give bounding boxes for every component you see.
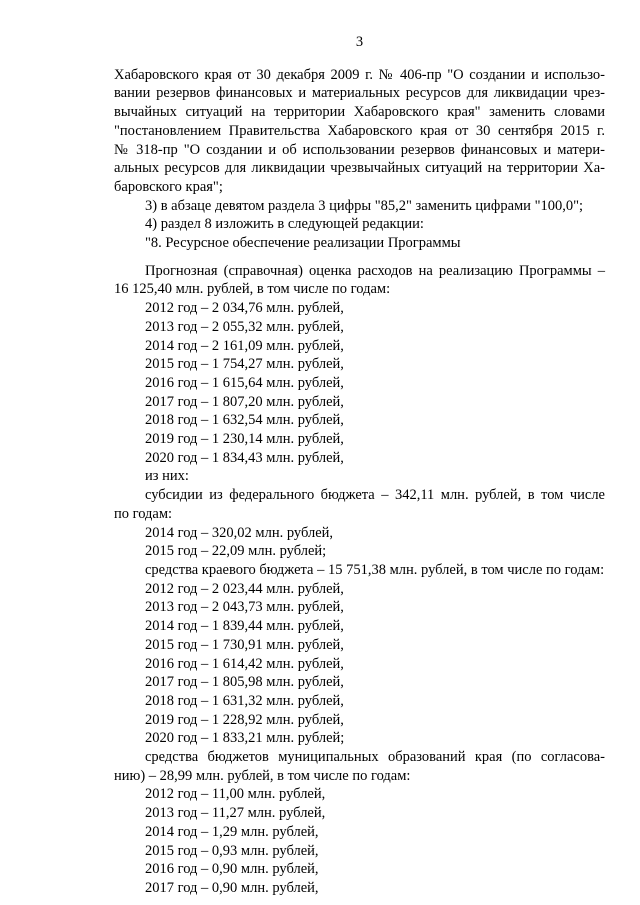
- text-line-content: субсидии из федерального бюджета – 342,11 млн. рублей, в том числе: [145, 487, 605, 504]
- text-line-content: 2016 год – 1 615,64 млн. рублей,: [145, 374, 344, 391]
- text-line-content: № 318-пр "О создании и об использовании резервов финансовых и матери-: [114, 141, 605, 158]
- text-line: [114, 103, 605, 122]
- text-line-content: 16 125,40 млн. рублей, в том числе по годам:: [114, 281, 391, 298]
- text-line-content: Хабаровского края от 30 декабря 2009 г. № 406-пр "О создании и использо-: [114, 66, 605, 83]
- text-line-content: вании резервов финансовых и материальных ресурсов для ликвидации чрез-: [114, 85, 605, 102]
- text-line-content: 2020 год – 1 833,21 млн. рублей;: [145, 730, 345, 747]
- text-line-content: 2015 год – 1 730,91 млн. рублей,: [145, 636, 344, 653]
- text-line: [114, 879, 605, 898]
- text-line: [114, 299, 605, 318]
- text-line-content: 2014 год – 2 161,09 млн. рублей,: [145, 337, 344, 354]
- text-line: [114, 505, 605, 524]
- document-body: [114, 66, 605, 898]
- text-line-content: баровского края";: [114, 178, 223, 195]
- text-line: [114, 234, 605, 253]
- text-line: [114, 262, 605, 281]
- text-line-content: 2015 год – 0,93 млн. рублей,: [145, 842, 319, 859]
- text-line-content: "8. Ресурсное обеспечение реализации Программы: [145, 235, 461, 252]
- text-line: [114, 337, 605, 356]
- text-line: [114, 767, 605, 786]
- text-line: [114, 253, 605, 262]
- text-line-content: 2013 год – 11,27 млн. рублей,: [145, 805, 326, 822]
- text-line-content: 2019 год – 1 230,14 млн. рублей,: [145, 431, 344, 448]
- text-line: [114, 355, 605, 374]
- text-line: [114, 411, 605, 430]
- text-line: [114, 598, 605, 617]
- text-line-content: 3) в абзаце девятом раздела 3 цифры "85,2" заменить цифрами "100,0";: [145, 197, 584, 214]
- text-line-content: 2017 год – 0,90 млн. рублей,: [145, 879, 319, 896]
- text-line-content: 2014 год – 1,29 млн. рублей,: [145, 823, 319, 840]
- text-line: [114, 655, 605, 674]
- text-line-content: из них:: [145, 468, 189, 485]
- text-line-content: 2014 год – 320,02 млн. рублей,: [145, 524, 334, 541]
- text-line: [114, 636, 605, 655]
- text-line: [114, 729, 605, 748]
- text-line: [114, 804, 605, 823]
- text-line-content: 2014 год – 1 839,44 млн. рублей,: [145, 618, 344, 635]
- text-line: [114, 542, 605, 561]
- text-line: [114, 66, 605, 85]
- text-line: [114, 617, 605, 636]
- text-line: [114, 280, 605, 299]
- text-line-content: по годам:: [114, 505, 173, 522]
- text-line-content: 2015 год – 1 754,27 млн. рублей,: [145, 356, 344, 373]
- text-line: [114, 711, 605, 730]
- text-line-content: 2020 год – 1 834,43 млн. рублей,: [145, 449, 344, 466]
- text-line: [114, 823, 605, 842]
- text-line-content: средства бюджетов муниципальных образований края (по согласова-: [145, 749, 605, 766]
- text-line: [114, 785, 605, 804]
- text-line-content: вычайных ситуаций на территории Хабаровского края" заменить словами: [114, 104, 605, 121]
- text-line-content: 2012 год – 11,00 млн. рублей,: [145, 786, 326, 803]
- text-line-content: Прогнозная (справочная) оценка расходов на реализацию Программы –: [145, 262, 605, 279]
- text-line: [114, 122, 605, 141]
- text-line: [114, 197, 605, 216]
- text-line: [114, 430, 605, 449]
- text-line-content: 2012 год – 2 034,76 млн. рублей,: [145, 300, 344, 317]
- text-line: [114, 692, 605, 711]
- text-line: [114, 673, 605, 692]
- text-line: [114, 215, 605, 234]
- text-line: [114, 393, 605, 412]
- text-line: [114, 467, 605, 486]
- text-line: [114, 486, 605, 505]
- text-line-content: 2019 год – 1 228,92 млн. рублей,: [145, 711, 344, 728]
- text-line: [114, 524, 605, 543]
- text-line: [114, 561, 605, 580]
- text-line-content: 2012 год – 2 023,44 млн. рублей,: [145, 580, 344, 597]
- text-line-content: 4) раздел 8 изложить в следующей редакции:: [145, 216, 424, 233]
- text-line-content: 2013 год – 2 055,32 млн. рублей,: [145, 318, 344, 335]
- text-line-content: 2016 год – 0,90 млн. рублей,: [145, 861, 319, 878]
- text-line: [114, 318, 605, 337]
- text-line: [114, 141, 605, 160]
- text-line-content: средства краевого бюджета – 15 751,38 млн. рублей, в том числе по годам:: [145, 561, 605, 578]
- text-line-content: 2013 год – 2 043,73 млн. рублей,: [145, 599, 344, 616]
- text-line: [114, 860, 605, 879]
- text-line: [114, 580, 605, 599]
- text-line-content: 2018 год – 1 631,32 млн. рублей,: [145, 692, 344, 709]
- page-number: 3: [355, 34, 364, 50]
- text-line-content: нию) – 28,99 млн. рублей, в том числе по годам:: [114, 767, 411, 784]
- text-line-content: 2018 год – 1 632,54 млн. рублей,: [145, 412, 344, 429]
- text-line: [114, 178, 605, 197]
- text-line: [114, 748, 605, 767]
- text-line: [114, 842, 605, 861]
- text-line: [114, 374, 605, 393]
- text-line: [114, 449, 605, 468]
- text-line-content: 2017 год – 1 805,98 млн. рублей,: [145, 674, 344, 691]
- text-line: [114, 84, 605, 103]
- text-line-content: 2017 год – 1 807,20 млн. рублей,: [145, 393, 344, 410]
- text-line-content: 2015 год – 22,09 млн. рублей;: [145, 543, 327, 560]
- text-line-content: "постановлением Правительства Хабаровского края от 30 сентября 2015 г.: [114, 122, 605, 139]
- text-line-content: альных ресурсов для ликвидации чрезвычайных ситуаций на территории Ха-: [114, 160, 605, 177]
- text-line-content: 2016 год – 1 614,42 млн. рублей,: [145, 655, 344, 672]
- text-line: [114, 159, 605, 178]
